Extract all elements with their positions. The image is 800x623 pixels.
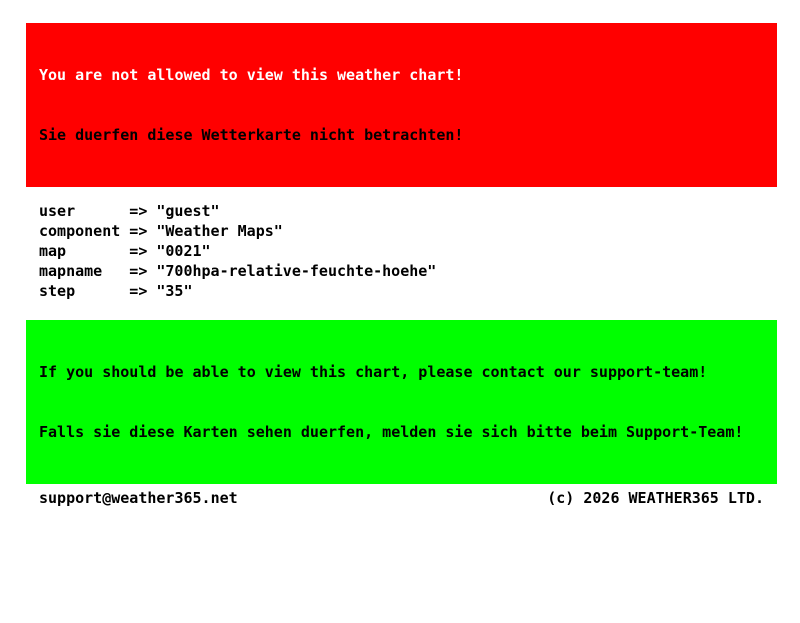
param-key: mapname bbox=[39, 262, 103, 280]
access-denied-page bbox=[0, 23, 800, 623]
error-message-english: You are not allowed to view this weather chart! bbox=[39, 66, 464, 84]
info-banner bbox=[26, 320, 777, 484]
param-arrow: => bbox=[129, 242, 148, 260]
param-arrow: => bbox=[129, 222, 148, 240]
error-banner bbox=[26, 23, 777, 187]
param-row-map bbox=[39, 241, 777, 261]
page-content bbox=[26, 23, 777, 508]
request-parameters bbox=[26, 201, 777, 301]
param-row-mapname bbox=[39, 261, 777, 281]
param-arrow: => bbox=[129, 282, 148, 300]
param-key: component bbox=[39, 222, 121, 240]
info-message-english: If you should be able to view this chart, please contact our support-team! bbox=[39, 363, 708, 381]
param-value: "Weather Maps" bbox=[156, 222, 283, 240]
param-arrow: => bbox=[129, 262, 148, 280]
param-value: "0021" bbox=[156, 242, 211, 260]
copyright-notice: (c) 2026 WEATHER365 LTD. bbox=[547, 489, 764, 507]
param-key: map bbox=[39, 242, 67, 260]
param-key: step bbox=[39, 282, 76, 300]
footer bbox=[26, 488, 777, 508]
param-value: "guest" bbox=[156, 202, 220, 220]
info-message-german: Falls sie diese Karten sehen duerfen, melden sie sich bitte beim Support-Team! bbox=[39, 423, 744, 441]
param-value: "700hpa-relative-feuchte-hoehe" bbox=[156, 262, 437, 280]
error-message-german: Sie duerfen diese Wetterkarte nicht betrachten! bbox=[39, 126, 464, 144]
param-row-user bbox=[39, 201, 777, 221]
param-row-component bbox=[39, 221, 777, 241]
support-email: support@weather365.net bbox=[39, 489, 238, 507]
param-row-step bbox=[39, 281, 777, 301]
param-value: "35" bbox=[156, 282, 193, 300]
param-key: user bbox=[39, 202, 76, 220]
param-arrow: => bbox=[129, 202, 148, 220]
